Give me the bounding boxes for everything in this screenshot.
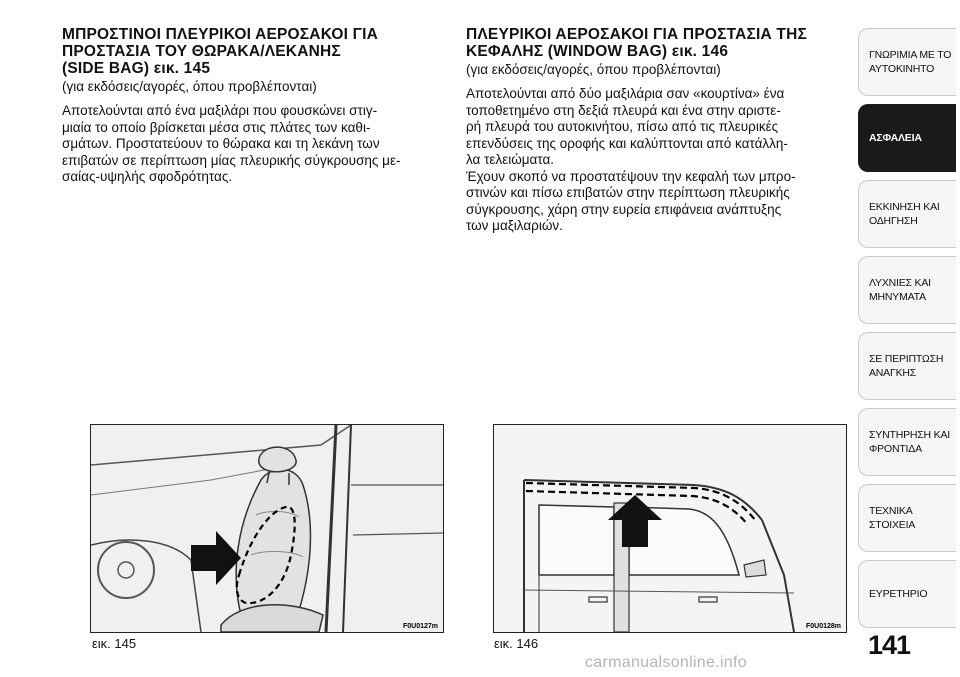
figure-146-window-bag — [493, 424, 847, 633]
figure-146-code: F0U0128m — [805, 623, 841, 630]
side-bag-heading: ΜΠΡΟΣΤΙΝΟΙ ΠΛΕΥΡΙΚΟΙ ΑΕΡΟΣΑΚΟΙ ΓΙΑ ΠΡΟΣΤΑΣΙΑ ΤΟΥ ΘΩΡΑΚΑ/ΛΕΚΑΝΗΣ (SIDE BAG) εικ. 145 — [62, 26, 379, 77]
side-bag-body: Αποτελούνται από ένα μαξιλάρι που φουσκώνει στιγ- μιαία το οποίο βρίσκεται μέσα στις πλάτες των καθι- σμάτων. Προστατεύουν το θώρακα και τη λεκάνη των επιβατών σε περίπτωση μίας πλευρικής σύγκρουσης με- σαίας-υψηλής σφοδρότητας. — [62, 103, 401, 184]
figure-146-label: εικ. 146 — [494, 636, 539, 651]
figure-145-code: F0U0127m — [402, 623, 438, 630]
tab-safety[interactable]: ΑΣΦΑΛΕΙΑ — [858, 104, 956, 172]
watermark: carmanualsonline.info — [585, 654, 747, 671]
side-bag-subheading: (για εκδόσεις/αγορές, όπου προβλέπονται) — [62, 79, 317, 94]
tab-starting-driving[interactable]: ΕΚΚΙΝΗΣΗ ΚΑΙ ΟΔΗΓΗΣΗ — [858, 180, 956, 248]
tab-maintenance[interactable]: ΣΥΝΤΗΡΗΣΗ ΚΑΙ ΦΡΟΝΤΙΔΑ — [858, 408, 956, 476]
window-bag-heading: ΠΛΕΥΡΙΚΟΙ ΑΕΡΟΣΑΚΟΙ ΓΙΑ ΠΡΟΣΤΑΣΙΑ ΤΗΣ ΚΕΦΑΛΗΣ (WINDOW BAG) εικ. 146 — [466, 26, 807, 60]
window-bag-subheading: (για εκδόσεις/αγορές, όπου προβλέπονται) — [466, 62, 721, 77]
car-side-illustration — [494, 425, 846, 632]
tab-lights-messages[interactable]: ΛΥΧΝΙΕΣ ΚΑΙ ΜΗΝΥΜΑΤΑ — [858, 256, 956, 324]
tab-getting-to-know[interactable]: ΓΝΩΡΙΜΙΑ ΜΕ ΤΟ ΑΥΤΟΚΙΝΗΤΟ — [858, 28, 956, 96]
tab-index[interactable]: ΕΥΡΕΤΗΡΙΟ — [858, 560, 956, 628]
page-number: 141 — [868, 630, 911, 660]
seat-illustration — [91, 425, 443, 632]
window-bag-section — [466, 26, 846, 235]
figure-145-label: εικ. 145 — [92, 636, 137, 651]
tab-technical-data[interactable]: ΤΕΧΝΙΚΑ ΣΤΟΙΧΕΙΑ — [858, 484, 956, 552]
figure-145-side-bag — [90, 424, 444, 633]
chapter-tabs — [858, 0, 960, 677]
tab-emergency[interactable]: ΣΕ ΠΕΡΙΠΤΩΣΗ ΑΝΑΓΚΗΣ — [858, 332, 956, 400]
window-bag-body: Αποτελούνται από δύο μαξιλάρια σαν «κουρτίνα» ένα τοποθετημένο στη δεξιά πλευρά και ένα στην αριστε- ρή πλευρά του αυτοκινήτου, πίσω από τις πλευρικές επενδύσεις της οροφής και καλύπτονται από κατάλλη- λα τελειώματα. Έχουν σκοπό να προστατέψουν την κεφαλή των μπρο- στινών και πίσω επιβατών στην περίπτωση πλευρικής σύγκρουσης, χάρη στην ευρεία επιφάνεια ανάπτυξης των μαξιλαριών. — [466, 86, 796, 233]
side-bag-section — [62, 26, 442, 186]
